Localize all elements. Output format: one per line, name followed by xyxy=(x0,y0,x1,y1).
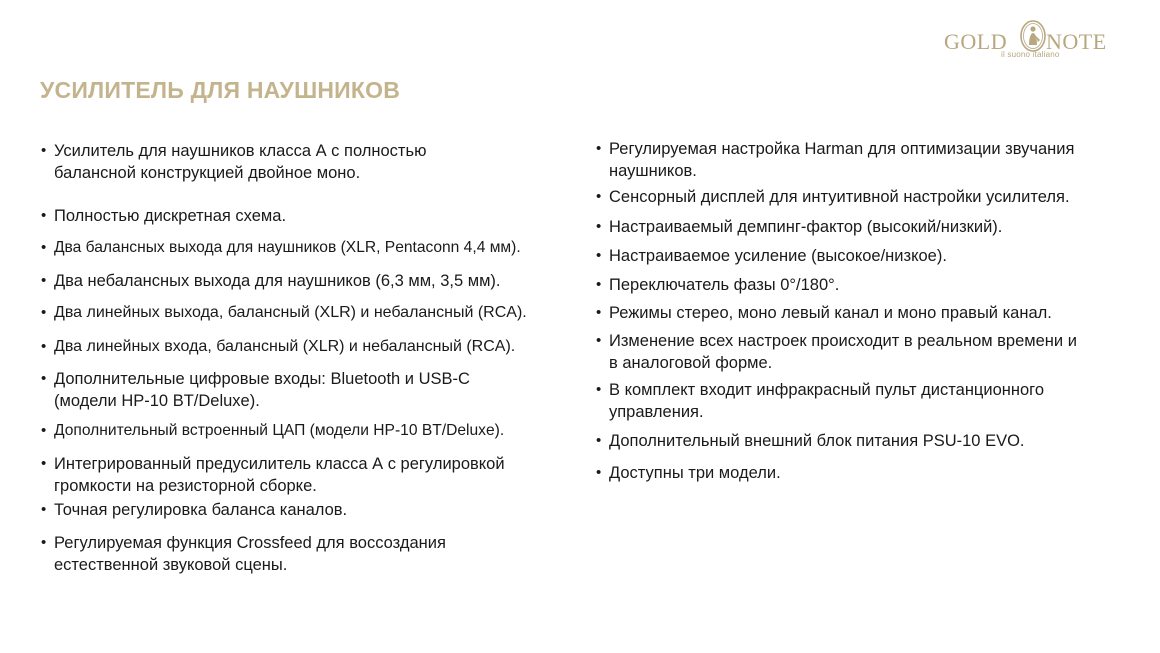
list-item: • Изменение всех настроек происходит в реальном времени и в аналоговой форме. xyxy=(595,330,1077,374)
list-item: • Настраиваемое усиление (высокое/низкое). xyxy=(595,245,947,267)
list-item: • Регулируемая настройка Harman для оптимизации звучания наушников. xyxy=(595,138,1074,182)
list-item: • Дополнительный внешний блок питания PSU-10 EVO. xyxy=(595,430,1025,452)
list-item: • Два линейных входа, балансный (XLR) и небалансный (RCA). xyxy=(40,336,515,358)
page-title: УСИЛИТЕЛЬ ДЛЯ НАУШНИКОВ xyxy=(40,77,401,103)
list-item: • Два балансных выхода для наушников (XLR, Pentaconn 4,4 мм). xyxy=(40,237,521,259)
list-item: • Усилитель для наушников класса А с полностью балансной конструкцией двойное моно. xyxy=(40,140,426,184)
list-item: • Два небалансных выхода для наушников (6,3 мм, 3,5 мм). xyxy=(40,270,501,292)
list-item: • Переключатель фазы 0°/180°. xyxy=(595,274,839,296)
list-item: • Дополнительные цифровые входы: Bluetooth и USB-C (модели HP-10 BT/Deluxe). xyxy=(40,368,470,412)
list-item: • Дополнительный встроенный ЦАП (модели HP-10 BT/Deluxe). xyxy=(40,420,504,442)
list-item: • Настраиваемый демпинг-фактор (высокий/низкий). xyxy=(595,216,1002,238)
list-item: • Точная регулировка баланса каналов. xyxy=(40,499,347,521)
list-item: • Доступны три модели. xyxy=(595,462,781,484)
list-item: • Два линейных выхода, балансный (XLR) и небалансный (RCA). xyxy=(40,302,527,324)
list-item: • Интегрированный предусилитель класса А с регулировкой громкости на резисторной сборке. xyxy=(40,453,505,497)
features-list-left xyxy=(40,0,570,653)
list-item: • Регулируемая функция Crossfeed для воссоздания естественной звуковой сцены. xyxy=(40,532,446,576)
logo-word-right: NOTE xyxy=(1046,29,1107,54)
list-item: • Сенсорный дисплей для интуитивной настройки усилителя. xyxy=(595,186,1070,208)
logo-tagline: il suono italiano xyxy=(1001,50,1060,59)
list-item: • Режимы стерео, моно левый канал и моно правый канал. xyxy=(595,302,1052,324)
list-item: • В комплект входит инфракрасный пульт дистанционного управления. xyxy=(595,379,1044,423)
logo-word-left: GOLD xyxy=(944,29,1008,54)
list-item: • Полностью дискретная схема. xyxy=(40,205,286,227)
features-list-right xyxy=(595,0,1140,653)
